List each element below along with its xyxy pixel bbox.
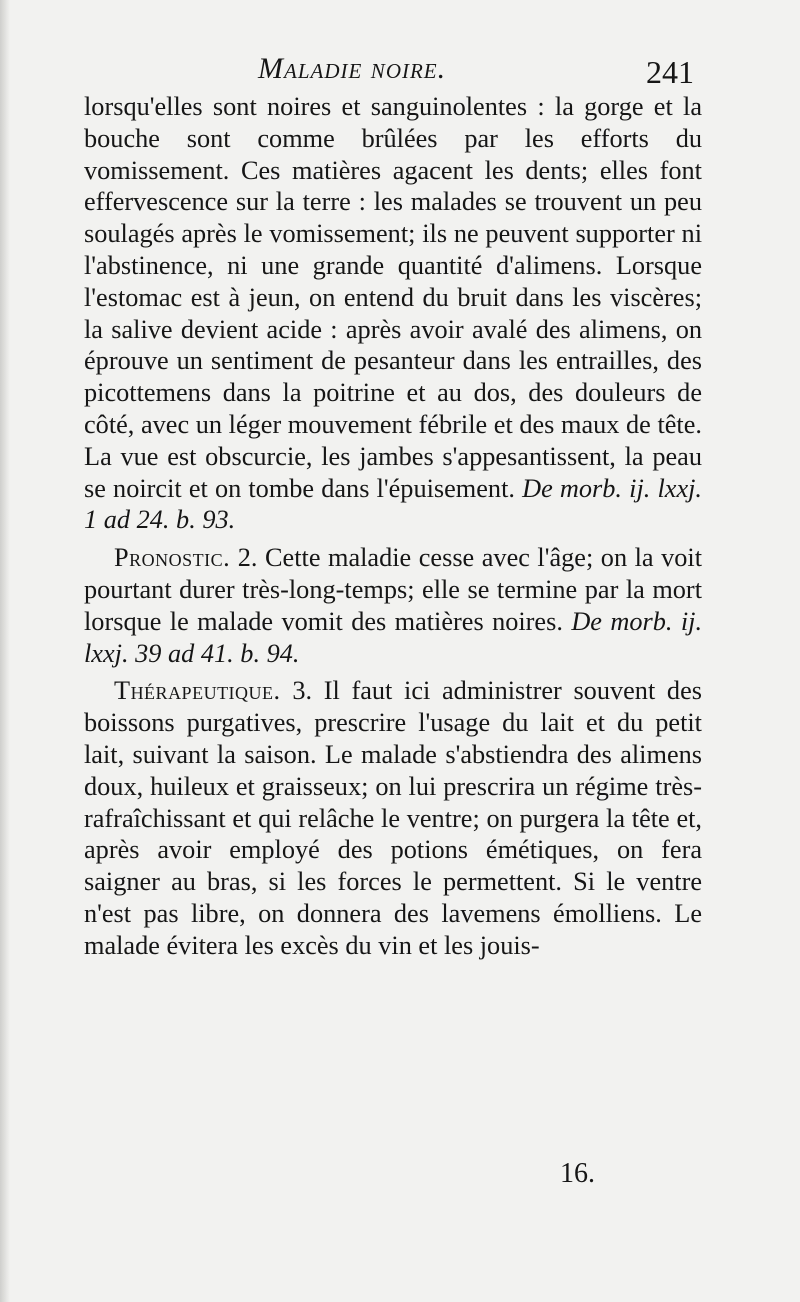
running-title: Maladie noire. bbox=[258, 52, 447, 85]
paragraph-prognosis bbox=[84, 542, 702, 669]
page-edge bbox=[0, 0, 10, 1302]
signature-mark: 16. bbox=[560, 1158, 595, 1189]
paragraph-text: lorsqu'elles sont noires et sanguinolentes : la gorge et la bouche sont comme brûlées par les efforts du vomissement. Ces matières agacent les dents; elles font effervescence sur la terre : les malades se trouvent un peu soulagés après le vomissement; ils ne peuvent supporter ni l'abstinence, ni une grande quantité d'alimens. Lorsque l'estomac est à jeun, on entend du bruit dans les viscères; la salive devient acide : après avoir avalé des alimens, on éprouve un sentiment de pesanteur dans les entrailles, des picottemens dans la poitrine et au dos, des douleurs de côté, avec un léger mouvement fébrile et des maux de tête. La vue est obscurcie, les jambes s'appesantissent, la peau se noircit et on tombe dans l'épuisement. bbox=[84, 92, 702, 503]
paragraph-text: 2. Cette maladie cesse avec l'âge; on la voit pourtant durer très-long-temps; elle se termine par la mort lorsque le malade vomit des matières noires. bbox=[84, 543, 703, 636]
page-number: 241 bbox=[646, 54, 694, 90]
paragraph-symptoms bbox=[84, 91, 702, 536]
section-label-therapeutics: Thérapeutique. bbox=[114, 676, 281, 706]
paragraph-text: 3. Il faut ici administrer souvent des boissons purgatives, prescrire l'usage du lait et du petit lait, suivant la saison. Le malade s'abstiendra des alimens doux, huileux et graisseux; on lui prescrira un régime très-rafraîchissant et qui relâche le ventre; on purgera la tête et, après avoir employé des potions émétiques, on fera saigner au bras, si les forces le permettent. Si le ventre n'est pas libre, on donnera des lavemens émolliens. Le malade évitera les excès du vin et les jouis- bbox=[84, 676, 702, 960]
citation: De morb. ij. lxxj. 39 ad 41. b. 94. bbox=[84, 606, 703, 668]
section-label-prognosis: Pronostic. bbox=[114, 543, 231, 573]
body-text bbox=[84, 91, 702, 962]
paragraph-therapeutics bbox=[84, 675, 702, 961]
citation: De morb. ij. lxxj. 1 ad 24. b. 93. bbox=[84, 473, 702, 535]
